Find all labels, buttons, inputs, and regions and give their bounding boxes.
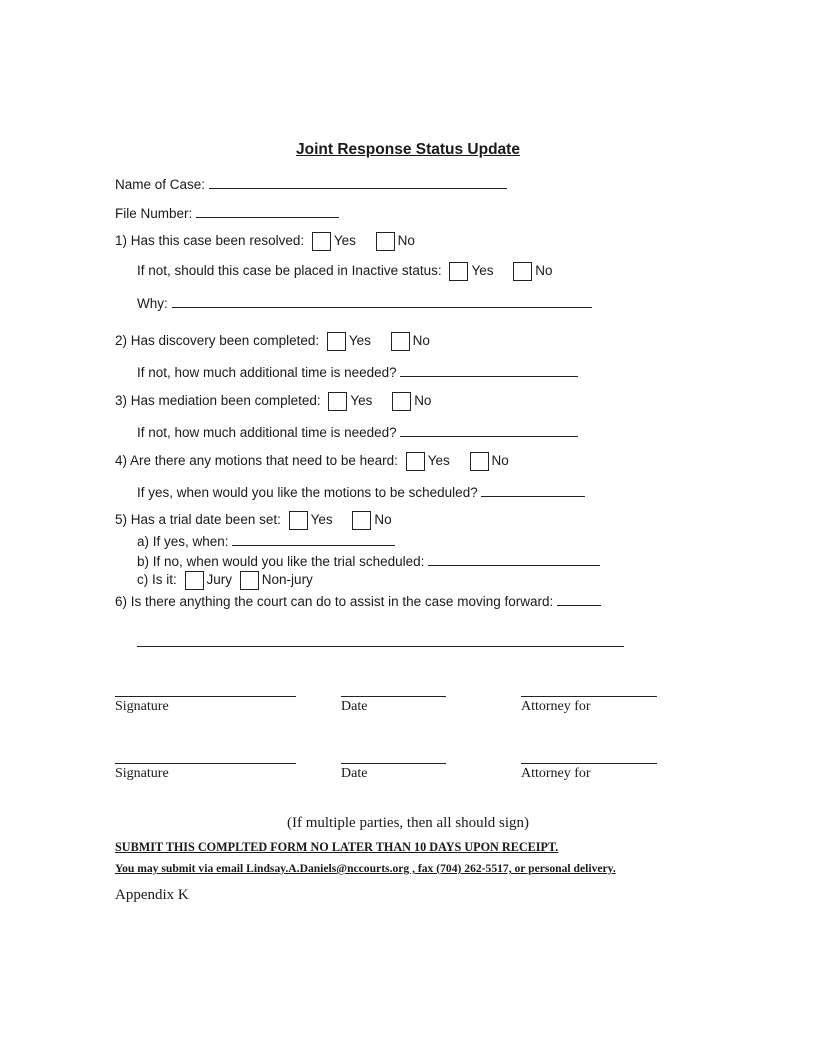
form-title: Joint Response Status Update xyxy=(296,141,520,158)
question-2-sub-row xyxy=(137,363,578,380)
q4-no-checkbox[interactable] xyxy=(470,452,489,471)
question-5a-text: a) If yes, when: xyxy=(137,534,229,549)
yes-label: Yes xyxy=(350,393,373,409)
q1-no-checkbox[interactable] xyxy=(376,232,395,251)
question-5c-text: c) Is it: xyxy=(137,572,177,588)
question-5a-row xyxy=(137,532,395,549)
q1-inactive-no-checkbox[interactable] xyxy=(513,262,532,281)
q2-yes-checkbox[interactable] xyxy=(327,332,346,351)
submit-methods-notice: You may submit via email Lindsay.A.Daniels@nccourts.org , fax (704) 262-5517, or personal delivery. xyxy=(115,862,616,875)
question-4-sub-row xyxy=(137,483,585,500)
q2-time-field[interactable] xyxy=(400,363,578,377)
q5a-field[interactable] xyxy=(232,532,395,546)
question-5-row xyxy=(115,511,404,530)
yes-label: Yes xyxy=(333,233,356,249)
appendix-label: Appendix K xyxy=(115,887,189,903)
question-2-sub-text: If not, how much additional time is needed? xyxy=(137,365,397,380)
name-of-case-field[interactable] xyxy=(209,175,507,189)
question-5b-text: b) If no, when would you like the trial scheduled: xyxy=(137,554,425,569)
why-field[interactable] xyxy=(172,294,592,308)
name-of-case-label: Name of Case: xyxy=(115,177,206,192)
file-number-label: File Number: xyxy=(115,206,193,221)
file-number-field[interactable] xyxy=(196,204,339,218)
date-line[interactable] xyxy=(341,696,446,697)
multiple-parties-note: (If multiple parties, then all should sign) xyxy=(286,815,530,831)
attorney-for-label: Attorney for xyxy=(521,766,591,781)
name-of-case-row xyxy=(115,175,507,192)
question-3-sub-text: If not, how much additional time is needed? xyxy=(137,425,397,440)
no-label: No xyxy=(412,333,430,349)
question-5-text: 5) Has a trial date been set: xyxy=(115,512,281,528)
yes-label: Yes xyxy=(310,512,333,528)
jury-checkbox[interactable] xyxy=(185,571,204,590)
question-4-text: 4) Are there any motions that need to be heard: xyxy=(115,453,398,469)
q2-no-checkbox[interactable] xyxy=(391,332,410,351)
q3-time-field[interactable] xyxy=(400,423,578,437)
q1-inactive-yes-checkbox[interactable] xyxy=(449,262,468,281)
q6-continuation-line[interactable] xyxy=(137,646,624,647)
signature-line[interactable] xyxy=(115,696,296,697)
nonjury-label: Non-jury xyxy=(261,572,313,588)
no-label: No xyxy=(535,263,553,279)
question-3-row xyxy=(115,392,443,411)
question-2-text: 2) Has discovery been completed: xyxy=(115,333,320,349)
q5-yes-checkbox[interactable] xyxy=(289,511,308,530)
date-label: Date xyxy=(341,766,368,781)
yes-label: Yes xyxy=(427,453,450,469)
signature-line[interactable] xyxy=(115,763,296,764)
no-label: No xyxy=(397,233,415,249)
yes-label: Yes xyxy=(471,263,494,279)
question-6-text: 6) Is there anything the court can do to assist in the case moving forward: xyxy=(115,594,554,609)
attorney-for-line[interactable] xyxy=(521,763,657,764)
question-2-row xyxy=(115,332,442,351)
date-line[interactable] xyxy=(341,763,446,764)
question-1-sub-text: If not, should this case be placed in Inactive status: xyxy=(137,263,442,279)
question-1-row xyxy=(115,232,427,251)
no-label: No xyxy=(414,393,432,409)
question-3-sub-row xyxy=(137,423,578,440)
question-1-why-row xyxy=(137,294,592,311)
q3-no-checkbox[interactable] xyxy=(392,392,411,411)
attorney-for-line[interactable] xyxy=(521,696,657,697)
no-label: No xyxy=(374,512,392,528)
q6-field[interactable] xyxy=(557,592,601,606)
no-label: No xyxy=(491,453,509,469)
nonjury-checkbox[interactable] xyxy=(240,571,259,590)
question-4-sub-text: If yes, when would you like the motions to be scheduled? xyxy=(137,485,478,500)
q5-no-checkbox[interactable] xyxy=(352,511,371,530)
question-3-text: 3) Has mediation been completed: xyxy=(115,393,321,409)
question-6-row xyxy=(115,592,601,609)
q3-yes-checkbox[interactable] xyxy=(328,392,347,411)
q5b-field[interactable] xyxy=(428,552,600,566)
signature-label: Signature xyxy=(115,699,169,714)
question-4-row xyxy=(115,452,521,471)
submit-deadline-notice: SUBMIT THIS COMPLTED FORM NO LATER THAN 10 DAYS UPON RECEIPT. xyxy=(115,840,559,854)
yes-label: Yes xyxy=(348,333,371,349)
date-label: Date xyxy=(341,699,368,714)
question-1-sub-row xyxy=(137,262,565,281)
question-1-text: 1) Has this case been resolved: xyxy=(115,233,305,249)
signature-label: Signature xyxy=(115,766,169,781)
file-number-row xyxy=(115,204,339,221)
q4-schedule-field[interactable] xyxy=(481,483,585,497)
jury-label: Jury xyxy=(206,572,233,588)
why-label: Why: xyxy=(137,296,168,311)
q1-yes-checkbox[interactable] xyxy=(312,232,331,251)
question-5c-row xyxy=(137,571,313,590)
question-5b-row xyxy=(137,552,600,569)
attorney-for-label: Attorney for xyxy=(521,699,591,714)
q4-yes-checkbox[interactable] xyxy=(406,452,425,471)
